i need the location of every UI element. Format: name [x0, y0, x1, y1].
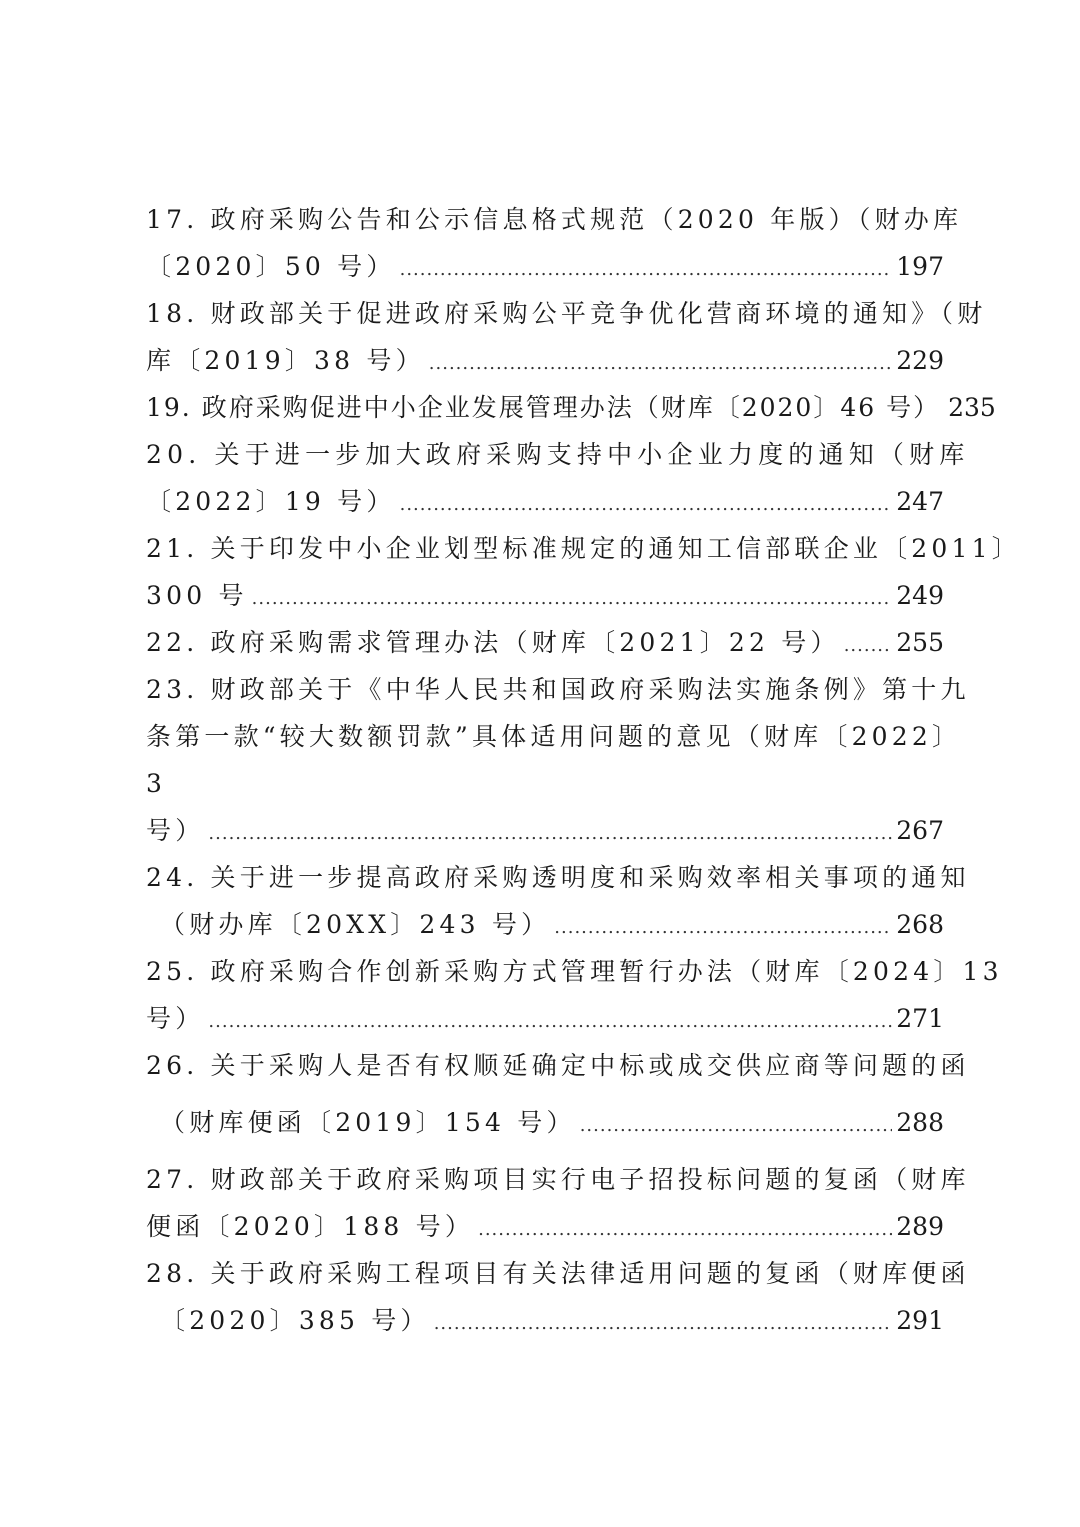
dot-leader: [252, 572, 893, 619]
page-number: 288: [896, 1108, 944, 1137]
toc-text: 22. 政府采购需求管理办法（财库〔2021〕22 号）: [146, 628, 840, 657]
toc-line: 27. 财政部关于政府采购项目实行电子招投标问题的复函（财库: [146, 1165, 970, 1194]
table-of-contents: [146, 196, 1021, 1344]
toc-entry-last-line[interactable]: [146, 995, 944, 1042]
toc-text: 19. 政府采购促进中小企业发展管理办法（财库〔2020〕46 号）: [146, 393, 941, 422]
toc-text: 〔2022〕19 号）: [146, 487, 396, 516]
toc-text: 号）: [146, 1004, 205, 1033]
dot-leader: [580, 1099, 893, 1146]
toc-entry-last-line[interactable]: [146, 1297, 944, 1344]
toc-text: 便函〔2020〕188 号）: [146, 1212, 475, 1241]
dot-leader: [208, 807, 892, 854]
page-number: 235: [948, 393, 996, 422]
toc-line: 24. 关于进一步提高政府采购透明度和采购效率相关事项的通知: [146, 863, 970, 892]
toc-line: 26. 关于采购人是否有权顺延确定中标或成交供应商等问题的函: [146, 1051, 970, 1080]
toc-line: 23. 财政部关于《中华人民共和国政府采购法实施条例》第十九: [146, 675, 970, 704]
page-number: 197: [896, 252, 944, 281]
page-number: 249: [896, 581, 944, 610]
dot-leader: [400, 243, 893, 290]
dot-leader: [429, 337, 892, 384]
page-number: 271: [896, 1004, 944, 1033]
toc-line: 20. 关于进一步加大政府采购支持中小企业力度的通知（财库: [146, 440, 970, 469]
toc-line: 25. 政府采购合作创新采购方式管理暂行办法（财库〔2024〕13: [146, 957, 1003, 986]
toc-entry-last-line[interactable]: [146, 384, 996, 431]
toc-entry-last-line[interactable]: [146, 337, 944, 384]
toc-entry-last-line[interactable]: [146, 807, 944, 854]
toc-text: 300 号: [146, 581, 248, 610]
toc-line: 3: [146, 769, 167, 798]
toc-line: 条第一款“较大数额罚款”具体适用问题的意见（财库〔2022〕: [146, 722, 962, 751]
toc-entry-last-line[interactable]: [146, 1099, 944, 1146]
page-number: 291: [896, 1306, 944, 1335]
toc-entry-last-line[interactable]: [146, 1203, 944, 1250]
toc-text: （财库便函〔2019〕154 号）: [160, 1108, 576, 1137]
toc-text: 〔2020〕50 号）: [146, 252, 396, 281]
toc-text: 库〔2019〕38 号）: [146, 346, 425, 375]
toc-entry-last-line[interactable]: [146, 478, 944, 525]
dot-leader: [844, 619, 893, 666]
dot-leader: [208, 995, 892, 1042]
toc-line: 21. 关于印发中小企业划型标准规定的通知工信部联企业〔2011〕: [146, 534, 1021, 563]
toc-line: 18. 财政部关于促进政府采购公平竞争优化营商环境的通知》（财: [146, 299, 987, 328]
dot-leader: [478, 1203, 892, 1250]
page-number: 268: [896, 910, 944, 939]
page-number: 229: [896, 346, 944, 375]
page-number: 255: [896, 628, 944, 657]
toc-entry-last-line[interactable]: [146, 901, 944, 948]
dot-leader: [554, 901, 892, 948]
toc-entry-last-line[interactable]: [146, 619, 944, 666]
page-number: 247: [896, 487, 944, 516]
toc-text: 〔2020〕385 号）: [160, 1306, 430, 1335]
dot-leader: [400, 478, 893, 525]
toc-text: （财办库〔20XX〕243 号）: [160, 910, 551, 939]
toc-line: 28. 关于政府采购工程项目有关法律适用问题的复函（财库便函: [146, 1259, 970, 1288]
page-number: 289: [896, 1212, 944, 1241]
toc-text: 号）: [146, 816, 205, 845]
page-number: 267: [896, 816, 944, 845]
toc-entry-last-line[interactable]: [146, 243, 944, 290]
toc-entry-last-line[interactable]: [146, 572, 944, 619]
dot-leader: [434, 1297, 893, 1344]
toc-line: 17. 政府采购公告和公示信息格式规范（2020 年版）（财办库: [146, 205, 963, 234]
